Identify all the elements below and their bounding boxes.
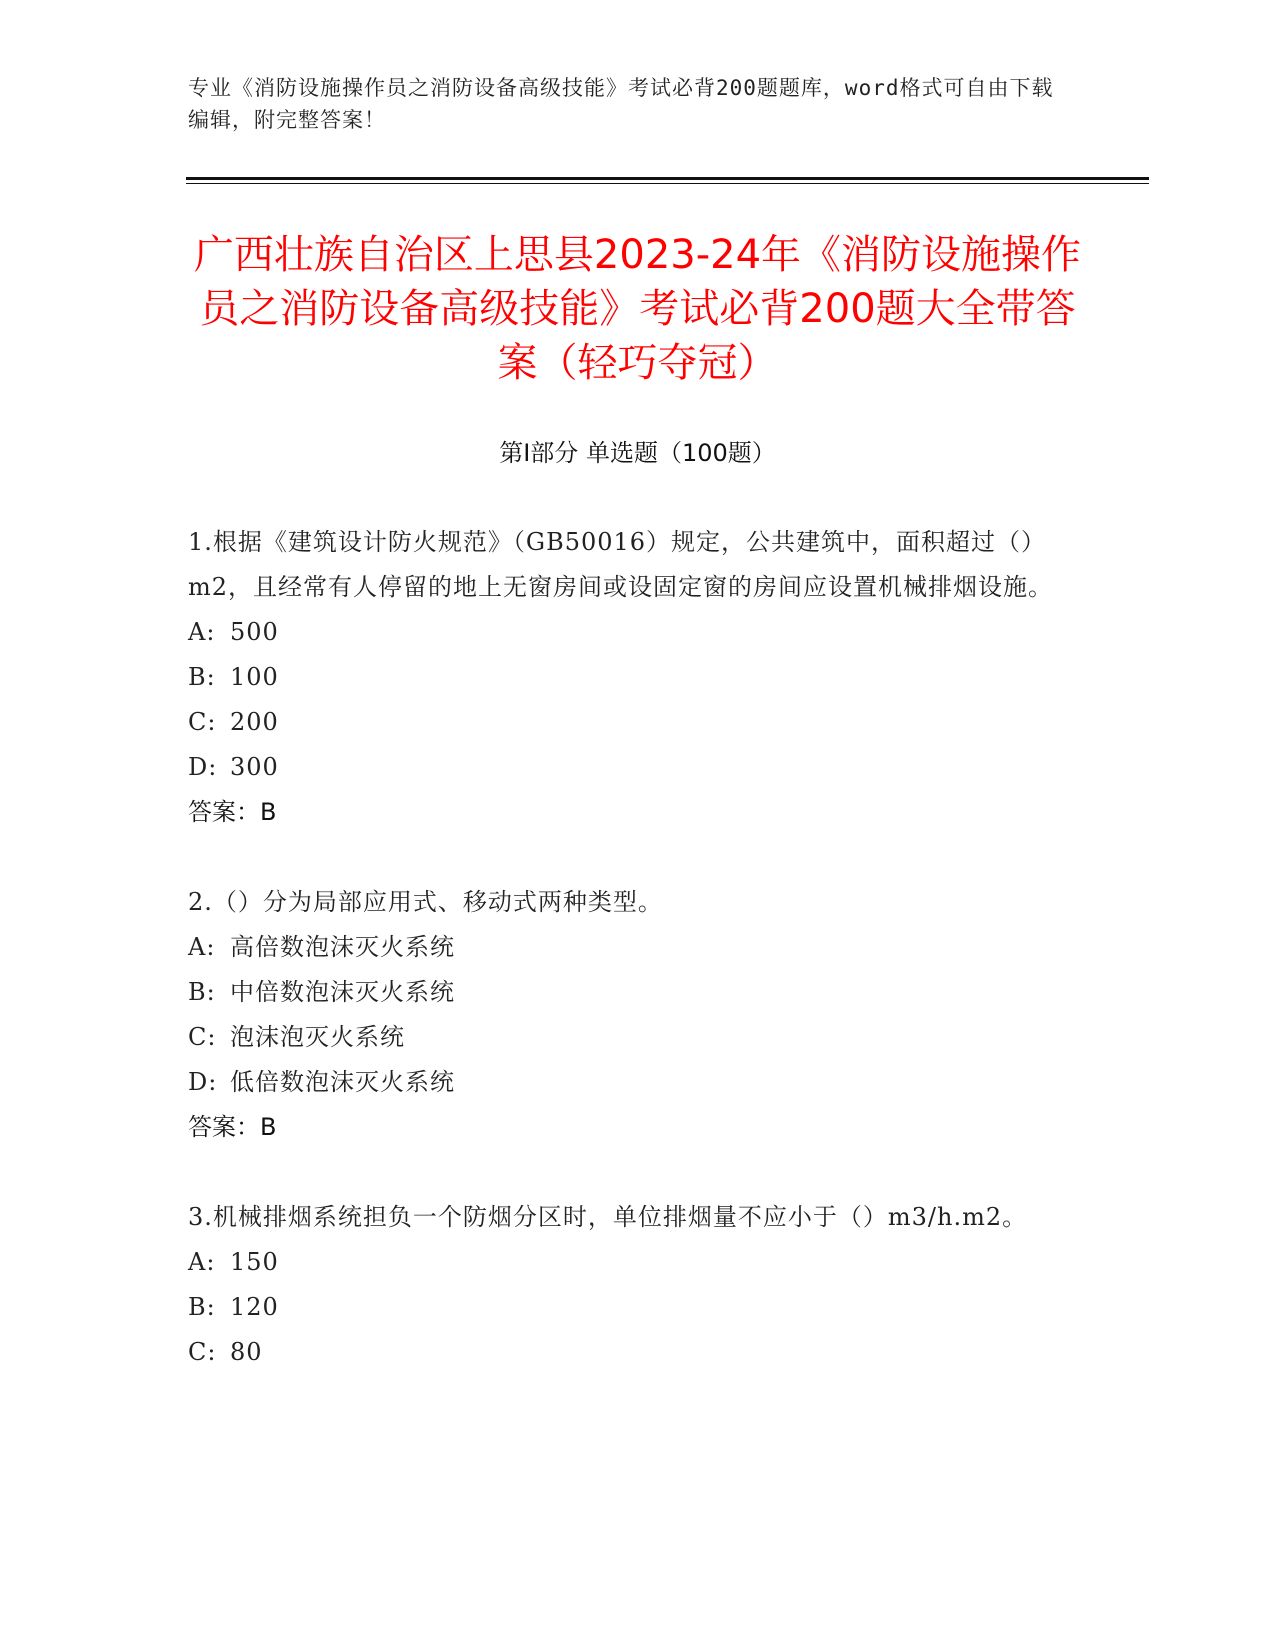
question-1 [188, 520, 1068, 835]
option-c [188, 1330, 1068, 1375]
option-text: 300 [230, 753, 279, 781]
header-divider-thin [186, 183, 1149, 184]
option-c [188, 700, 1068, 745]
option-key: D: [188, 753, 218, 781]
option-text: 高倍数泡沫灭火系统 [230, 933, 455, 961]
option-key: C: [188, 1023, 217, 1051]
section-title: 第Ⅰ部分 单选题（100题） [499, 439, 776, 467]
option-text: 200 [230, 708, 279, 736]
option-text: 150 [230, 1248, 279, 1276]
document-title: 广西壮族自治区上思县2023-24年《消防设施操作员之消防设备高级技能》考试必背200题大全带答案（轻巧夺冠） [193, 232, 1082, 386]
header-divider-thick [186, 177, 1149, 180]
option-c [188, 1015, 1068, 1060]
answer-line: 答案：B [188, 798, 277, 826]
option-text: 中倍数泡沫灭火系统 [230, 978, 455, 1006]
header-note: 专业《消防设施操作员之消防设备高级技能》考试必背200题题库，word格式可自由下载编辑，附完整答案！ [188, 76, 1054, 132]
option-text: 120 [230, 1293, 279, 1321]
option-text: 80 [230, 1338, 263, 1366]
option-key: C: [188, 1338, 217, 1366]
option-d [188, 1060, 1068, 1105]
option-a [188, 1240, 1068, 1285]
question-stem: 1.根据《建筑设计防火规范》（GB50016）规定，公共建筑中，面积超过（）m2，且经常有人停留的地上无窗房间或设固定窗的房间应设置机械排烟设施。 [188, 528, 1054, 601]
question-3 [188, 1195, 1068, 1375]
option-key: B: [188, 978, 216, 1006]
question-list [188, 520, 1068, 1420]
option-b [188, 655, 1068, 700]
answer-line: 答案：B [188, 1113, 277, 1141]
option-text: 100 [230, 663, 279, 691]
option-key: A: [188, 1248, 216, 1276]
option-text: 低倍数泡沫灭火系统 [230, 1068, 455, 1096]
option-key: A: [188, 933, 216, 961]
option-a [188, 610, 1068, 655]
option-b [188, 970, 1068, 1015]
question-2 [188, 880, 1068, 1150]
option-key: D: [188, 1068, 218, 1096]
option-text: 泡沫泡灭火系统 [230, 1023, 405, 1051]
option-a [188, 925, 1068, 970]
option-b [188, 1285, 1068, 1330]
option-key: A: [188, 618, 216, 646]
option-text: 500 [230, 618, 279, 646]
option-key: B: [188, 663, 216, 691]
option-key: B: [188, 1293, 216, 1321]
question-stem: 3.机械排烟系统担负一个防烟分区时，单位排烟量不应小于（）m3/h.m2。 [188, 1203, 1028, 1231]
option-d [188, 745, 1068, 790]
option-key: C: [188, 708, 217, 736]
question-stem: 2.（）分为局部应用式、移动式两种类型。 [188, 888, 663, 916]
